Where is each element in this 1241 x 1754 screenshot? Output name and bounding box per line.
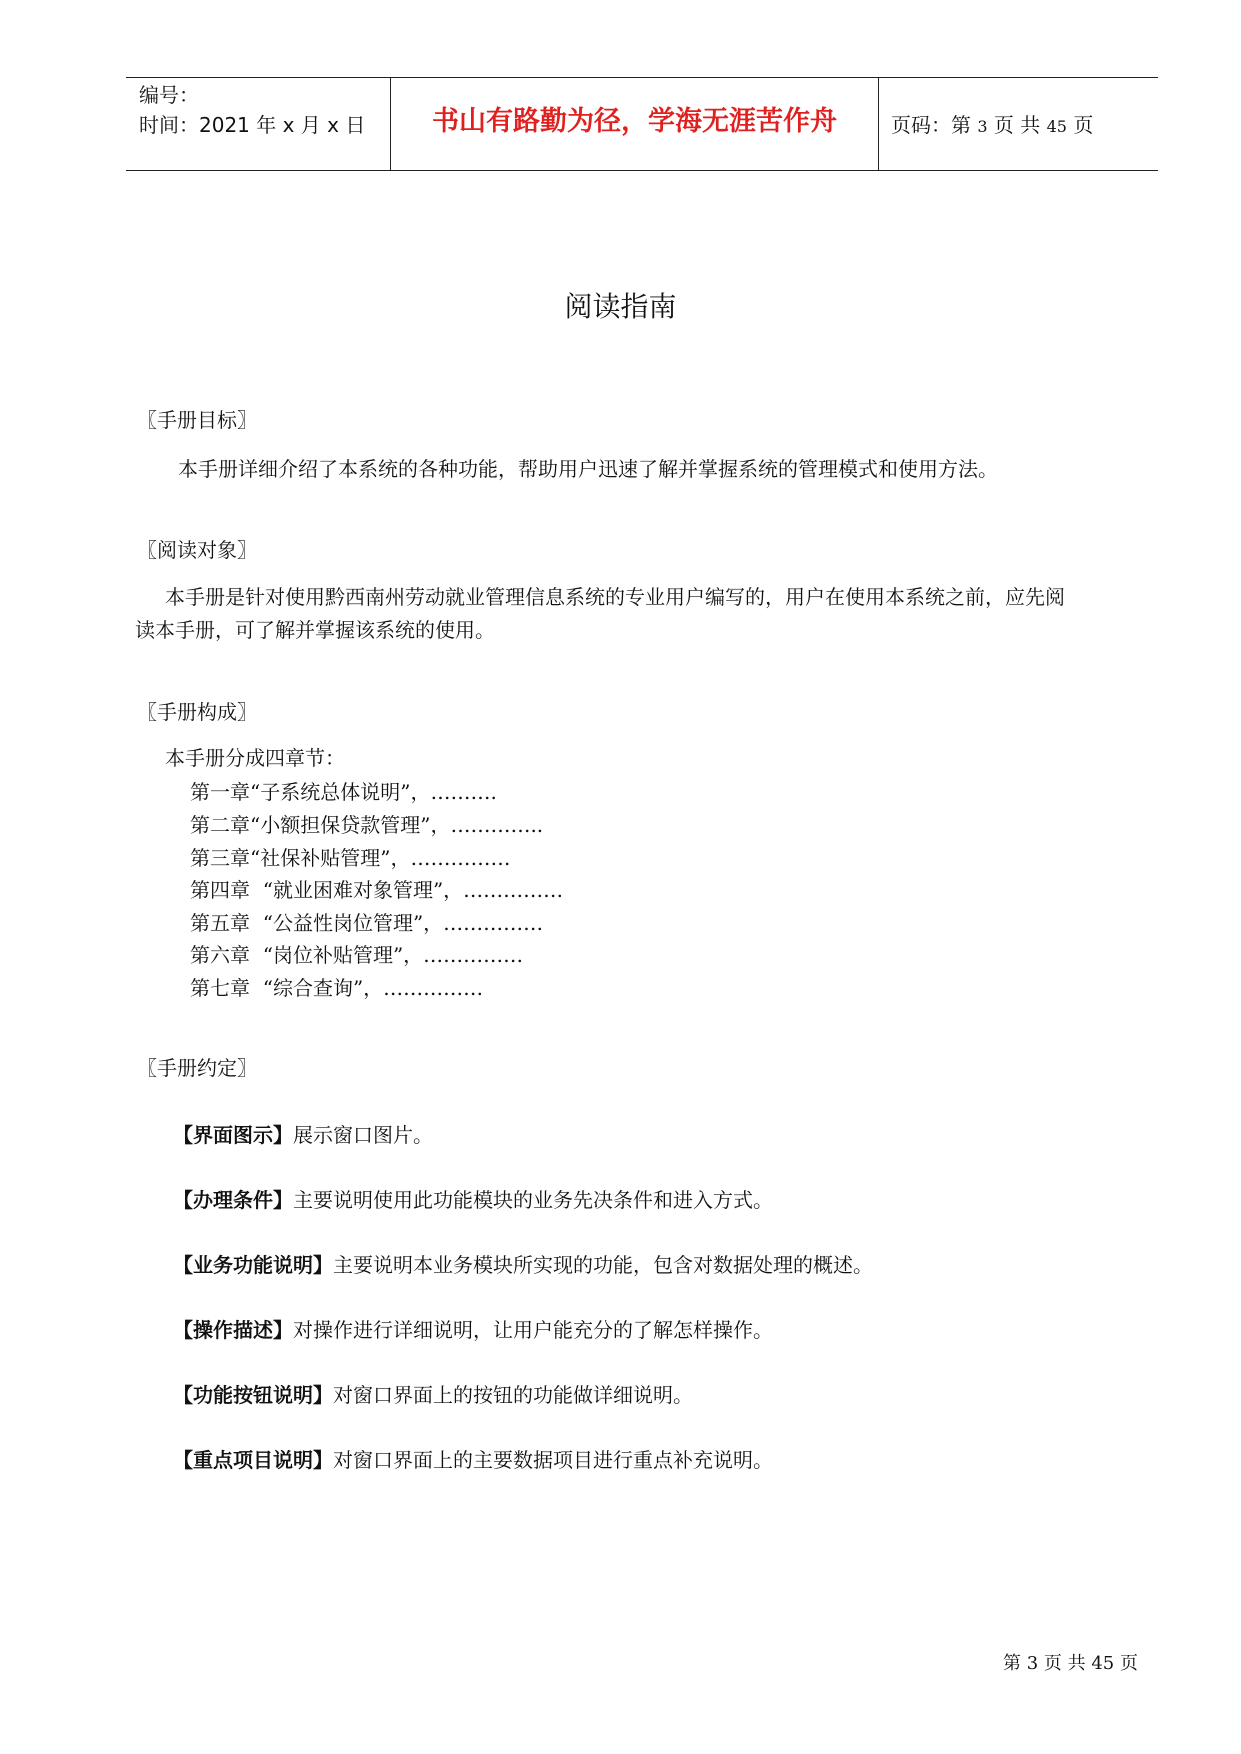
chapter-item: 第五章 “公益性岗位管理”，…………… — [190, 911, 544, 935]
convention-text: 对窗口界面上的按钮的功能做详细说明。 — [333, 1383, 693, 1407]
convention-item — [173, 1380, 693, 1410]
header-divider-right — [878, 77, 879, 171]
chapter-item: 第六章 “岗位补贴管理”，…………… — [190, 943, 524, 967]
page-prefix: 页码：第 — [891, 113, 971, 137]
section-heading-structure: 〖手册构成〗 — [137, 700, 257, 724]
convention-item — [173, 1185, 773, 1215]
structure-intro: 本手册分成四章节： — [165, 746, 345, 770]
page-suffix: 页 — [1073, 113, 1094, 137]
convention-text: 对操作进行详细说明，让用户能充分的了解怎样操作。 — [293, 1318, 773, 1342]
convention-text: 主要说明使用此功能模块的业务先决条件和进入方式。 — [293, 1188, 773, 1212]
convention-text: 展示窗口图片。 — [293, 1123, 433, 1147]
convention-label: 【办理条件】 — [173, 1188, 293, 1212]
chapter-item: 第一章“子系统总体说明”，………. — [190, 780, 497, 804]
convention-text: 主要说明本业务模块所实现的功能，包含对数据处理的概述。 — [333, 1253, 873, 1277]
header-top-rule — [126, 77, 1158, 78]
section-heading-conventions: 〖手册约定〗 — [137, 1056, 257, 1080]
convention-item — [173, 1445, 773, 1475]
header-motto: 书山有路勤为径，学海无涯苦作舟 — [432, 106, 837, 137]
convention-item — [173, 1315, 773, 1345]
chapter-item: 第二章“小额担保贷款管理”，………….. — [190, 813, 544, 837]
header-bottom-rule — [126, 170, 1158, 171]
section-heading-goal: 〖手册目标〗 — [137, 408, 257, 432]
audience-text-line1: 本手册是针对使用黔西南州劳动就业管理信息系统的专业用户编写的，用户在使用本系统之前，应先阅 — [165, 585, 1065, 609]
footer-page-number: 第 3 页 共 45 页 — [1003, 1653, 1138, 1674]
section-heading-audience: 〖阅读对象〗 — [137, 538, 257, 562]
page-total: 45 — [1046, 117, 1067, 136]
convention-label: 【重点项目说明】 — [173, 1448, 333, 1472]
convention-label: 【功能按钮说明】 — [173, 1383, 333, 1407]
page-mid: 页 共 — [993, 113, 1041, 137]
page-num: 3 — [977, 117, 988, 136]
convention-text: 对窗口界面上的主要数据项目进行重点补充说明。 — [333, 1448, 773, 1472]
convention-label: 【操作描述】 — [173, 1318, 293, 1342]
convention-item — [173, 1250, 873, 1280]
convention-item — [173, 1120, 433, 1150]
serial-label: 编号： — [139, 83, 199, 107]
convention-label: 【业务功能说明】 — [173, 1253, 333, 1277]
time-label: 时间：2021 年 x 月 x 日 — [139, 113, 366, 137]
chapter-item: 第七章 “综合查询”，…………… — [190, 976, 484, 1000]
audience-text-line2: 读本手册，可了解并掌握该系统的使用。 — [135, 618, 495, 642]
header-page-number — [891, 110, 1093, 142]
chapter-item: 第三章“社保补贴管理”，…………… — [190, 846, 511, 870]
page-title: 阅读指南 — [564, 290, 677, 323]
header-meta — [139, 80, 365, 140]
goal-text: 本手册详细介绍了本系统的各种功能，帮助用户迅速了解并掌握系统的管理模式和使用方法。 — [178, 457, 998, 481]
convention-label: 【界面图示】 — [173, 1123, 293, 1147]
chapter-item: 第四章 “就业困难对象管理”，…………… — [190, 878, 564, 902]
